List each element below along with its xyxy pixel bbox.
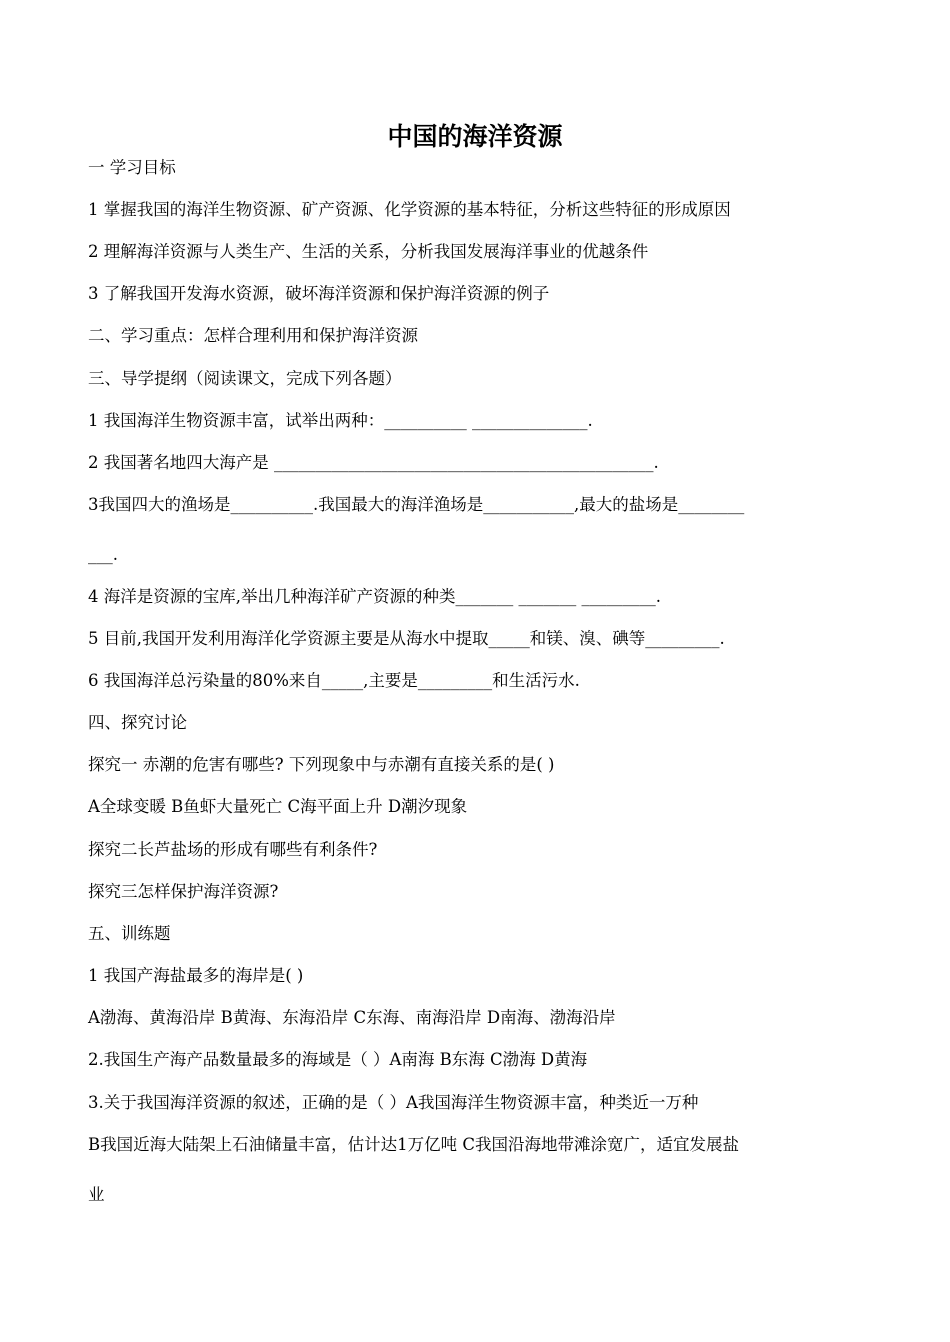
page-title: 中国的海洋资源	[387, 122, 563, 151]
outline-question-4: 4 海洋是资源的宝库,举出几种海洋矿产资源的种类_______ _______ _________.	[88, 587, 661, 606]
exercise-question-1: 1 我国产海盐最多的海岸是( )	[88, 966, 304, 985]
discussion-item-1-options: A全球变暖 B鱼虾大量死亡 C海平面上升 D潮汐现象	[88, 797, 468, 816]
outline-question-3-continued: ___.	[88, 545, 118, 564]
objective-item-3: 3 了解我国开发海水资源，破坏海洋资源和保护海洋资源的例子	[88, 284, 550, 303]
discussion-item-2: 探究二长芦盐场的形成有哪些有利条件?	[88, 840, 378, 859]
section-heading-discussion: 四、探究讨论	[88, 713, 187, 732]
outline-question-1: 1 我国海洋生物资源丰富，试举出两种：__________ ______________.	[88, 411, 593, 430]
exercise-question-3-options: B我国近海大陆架上石油储量丰富，估计达1万亿吨 C我国沿海地带滩涂宽广，适宜发展盐	[88, 1135, 739, 1154]
discussion-item-3: 探究三怎样保护海洋资源?	[88, 882, 279, 901]
exercise-question-3: 3.关于我国海洋资源的叙述，正确的是（ ）A我国海洋生物资源丰富，种类近一万种	[88, 1093, 699, 1112]
section-heading-outline: 三、导学提纲（阅读课文，完成下列各题）	[88, 369, 402, 388]
outline-question-6: 6 我国海洋总污染量的80%来自_____,主要是_________和生活污水.	[88, 671, 580, 690]
objective-item-2: 2 理解海洋资源与人类生产、生活的关系，分析我国发展海洋事业的优越条件	[88, 242, 649, 261]
outline-question-3: 3我国四大的渔场是__________.我国最大的海洋渔场是___________,最大的盐场是________	[88, 495, 745, 514]
section-heading-exercises: 五、训练题	[88, 924, 171, 943]
exercise-question-1-options: A渤海、黄海沿岸 B黄海、东海沿岸 C东海、南海沿岸 D南海、渤海沿岸	[88, 1008, 616, 1027]
outline-question-5: 5 目前,我国开发利用海洋化学资源主要是从海水中提取_____和镁、溴、碘等_________.	[88, 629, 725, 648]
exercise-question-3-continued: 业	[88, 1185, 105, 1204]
exercise-question-2: 2.我国生产海产品数量最多的海域是（ ）A南海 B东海 C渤海 D黄海	[88, 1050, 588, 1069]
discussion-item-1: 探究一 赤潮的危害有哪些? 下列现象中与赤潮有直接关系的是( )	[88, 755, 555, 774]
section-heading-key-points: 二、学习重点：怎样合理利用和保护海洋资源	[88, 326, 418, 345]
section-heading-objectives: 一 学习目标	[88, 158, 176, 177]
objective-item-1: 1 掌握我国的海洋生物资源、矿产资源、化学资源的基本特征，分析这些特征的形成原因	[88, 200, 731, 219]
outline-question-2: 2 我国著名地四大海产是 ______________________________________________.	[88, 453, 659, 472]
